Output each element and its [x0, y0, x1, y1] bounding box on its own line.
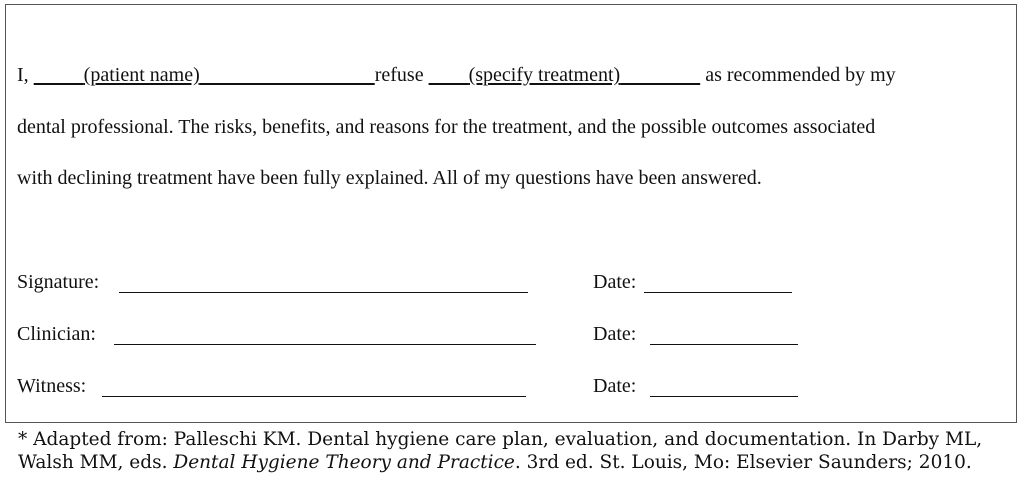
clinician-date-field[interactable]	[650, 344, 798, 345]
witness-date-field[interactable]	[650, 396, 798, 397]
book-title: Dental Hygiene Theory and Practice	[173, 452, 515, 473]
clinician-field[interactable]	[114, 344, 536, 345]
witness-label: Witness:	[17, 375, 87, 397]
footnote-line-2-suffix: . 3rd ed. St. Louis, Mo: Elsevier Saunders; 2010.	[514, 452, 972, 473]
patient-name-field[interactable]	[34, 64, 375, 86]
signature-date-label: Date:	[593, 271, 637, 293]
statement-line-3: with declining treatment have been fully explained. All of my questions have been answered.	[17, 167, 762, 189]
treatment-field[interactable]	[429, 64, 701, 86]
refusal-form	[5, 4, 1017, 423]
clinician-label: Clinician:	[17, 323, 96, 345]
footnote-line-1: * Adapted from: Palleschi KM. Dental hygiene care plan, evaluation, and documentation. In Darby ML,	[18, 429, 983, 450]
signature-date-field[interactable]	[644, 292, 792, 293]
footnote-line-2-prefix: Walsh MM, eds.	[18, 452, 168, 473]
statement-suffix: as recommended by my	[705, 64, 896, 86]
signature-label: Signature:	[17, 271, 100, 293]
signature-field[interactable]	[119, 292, 528, 293]
statement-line-1	[17, 63, 896, 87]
witness-date-label: Date:	[593, 375, 637, 397]
refuse-word: refuse	[374, 64, 424, 86]
patient-name-placeholder: (patient name)	[83, 64, 200, 86]
statement-prefix: I,	[17, 64, 29, 86]
treatment-placeholder: (specify treatment)	[468, 64, 621, 86]
clinician-date-label: Date:	[593, 323, 637, 345]
footnote-line-2	[18, 451, 982, 474]
witness-field[interactable]	[102, 396, 526, 397]
statement-line-2: dental professional. The risks, benefits, and reasons for the treatment, and the possible outcomes associated	[17, 116, 876, 138]
citation-footnote	[18, 428, 982, 474]
